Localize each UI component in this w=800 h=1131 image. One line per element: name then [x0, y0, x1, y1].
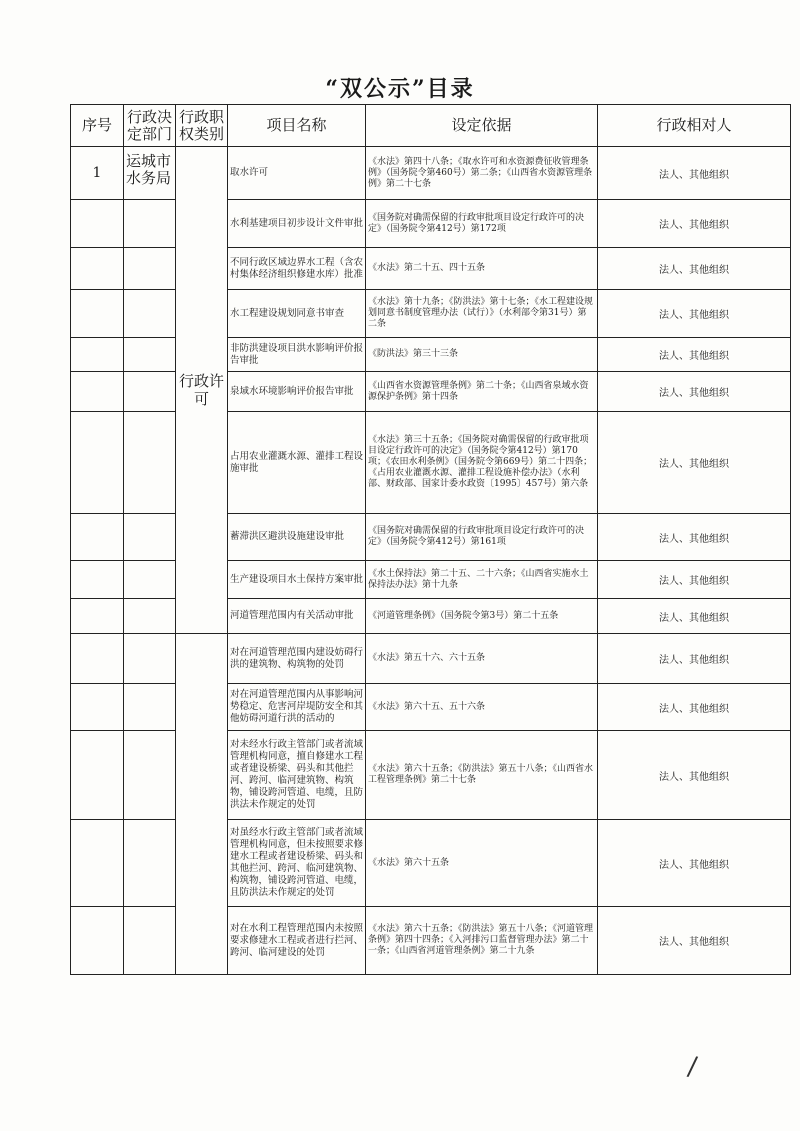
- basis-cell: 《国务院对确需保留的行政审批项目设定行政许可的决定》（国务院令第412号）第172项: [366, 200, 598, 248]
- item-name-cell: 对未经水行政主管部门或者流域管理机构同意，擅自修建水工程或者建设桥梁、码头和其他拦河、跨河、临河建筑物、构筑物，铺设跨河管道、电缆，且防洪法未作规定的处罚: [228, 731, 366, 820]
- party-cell: 法人、其他组织: [598, 147, 791, 200]
- dept-cell: [124, 514, 176, 561]
- dept-cell: [124, 599, 176, 634]
- basis-cell: 《防洪法》第三十三条: [366, 338, 598, 372]
- dept-cell: [124, 372, 176, 412]
- party-cell: 法人、其他组织: [598, 412, 791, 514]
- dept-cell: [124, 684, 176, 731]
- seq-cell: [71, 684, 124, 731]
- seq-cell: [71, 200, 124, 248]
- dept-cell: [124, 338, 176, 372]
- item-name-cell: 非防洪建设项目洪水影响评价报告审批: [228, 338, 366, 372]
- item-name-cell: 不同行政区域边界水工程（含农村集体经济组织修建水库）批准: [228, 248, 366, 290]
- seq-cell: [71, 248, 124, 290]
- basis-cell: 《山西省水资源管理条例》第二十条；《山西省泉域水资源保护条例》第十四条: [366, 372, 598, 412]
- page-mark: /: [685, 1051, 699, 1083]
- dept-cell: 运城市水务局: [124, 147, 176, 200]
- seq-cell: [71, 338, 124, 372]
- basis-cell: 《水法》第六十五条: [366, 820, 598, 907]
- party-cell: 法人、其他组织: [598, 248, 791, 290]
- basis-cell: 《水法》第十九条；《防洪法》第十七条；《水工程建设规划同意书制度管理办法（试行）》（水利部令第31号）第二条: [366, 290, 598, 338]
- dept-cell: [124, 731, 176, 820]
- table-row: [71, 147, 791, 200]
- basis-cell: 《水法》第四十八条；《取水许可和水资源费征收管理条例》（国务院令第460号）第二条；《山西省水资源管理条例》第二十七条: [366, 147, 598, 200]
- basis-cell: 《水法》第五十六、六十五条: [366, 634, 598, 684]
- party-cell: 法人、其他组织: [598, 820, 791, 907]
- header-seq: 序号: [71, 105, 124, 147]
- type-cell: [176, 634, 228, 975]
- party-cell: 法人、其他组织: [598, 731, 791, 820]
- basis-cell: 《水法》第六十五条；《防洪法》第五十八条；《河道管理条例》第四十四条；《入河排污口监督管理办法》第二十一条；《山西省河道管理条例》第二十九条: [366, 907, 598, 975]
- party-cell: 法人、其他组织: [598, 907, 791, 975]
- item-name-cell: 泉域水环境影响评价报告审批: [228, 372, 366, 412]
- directory-table: [70, 104, 791, 975]
- seq-cell: [71, 820, 124, 907]
- item-name-cell: 对在河道管理范围内建设妨碍行洪的建筑物、构筑物的处罚: [228, 634, 366, 684]
- party-cell: 法人、其他组织: [598, 561, 791, 599]
- header-basis: 设定依据: [366, 105, 598, 147]
- header-name: 项目名称: [228, 105, 366, 147]
- header-row: [71, 105, 791, 147]
- item-name-cell: 取水许可: [228, 147, 366, 200]
- party-cell: 法人、其他组织: [598, 634, 791, 684]
- item-name-cell: 水工程建设规划同意书审查: [228, 290, 366, 338]
- dept-cell: [124, 820, 176, 907]
- party-cell: 法人、其他组织: [598, 514, 791, 561]
- dept-cell: [124, 561, 176, 599]
- seq-cell: [71, 290, 124, 338]
- party-cell: 法人、其他组织: [598, 290, 791, 338]
- item-name-cell: 对虽经水行政主管部门或者流域管理机构同意，但未按照要求修建水工程或者建设桥梁、码头和其他拦河、跨河、临河建筑物、构筑物，铺设跨河管道、电缆，且防洪法未作规定的处罚: [228, 820, 366, 907]
- item-name-cell: 生产建设项目水土保持方案审批: [228, 561, 366, 599]
- page-title: “双公示”目录: [325, 76, 475, 102]
- basis-cell: 《国务院对确需保留的行政审批项目设定行政许可的决定》（国务院令第412号）第161项: [366, 514, 598, 561]
- basis-cell: 《水法》第二十五、四十五条: [366, 248, 598, 290]
- dept-cell: [124, 248, 176, 290]
- table-row: [71, 634, 791, 684]
- item-name-cell: 河道管理范围内有关活动审批: [228, 599, 366, 634]
- seq-cell: [71, 372, 124, 412]
- header-type: 行政职权类别: [176, 105, 228, 147]
- party-cell: 法人、其他组织: [598, 684, 791, 731]
- item-name-cell: 对在河道管理范围内从事影响河势稳定、危害河岸堤防安全和其他妨碍河道行洪的活动的: [228, 684, 366, 731]
- seq-cell: [71, 561, 124, 599]
- party-cell: 法人、其他组织: [598, 599, 791, 634]
- dept-cell: [124, 200, 176, 248]
- seq-cell: [71, 514, 124, 561]
- dept-cell: [124, 634, 176, 684]
- item-name-cell: 水利基建项目初步设计文件审批: [228, 200, 366, 248]
- basis-cell: 《水土保持法》第二十五、二十六条；《山西省实施水土保持法办法》第十九条: [366, 561, 598, 599]
- item-name-cell: 对在水利工程管理范围内未按照要求修建水工程或者进行拦河、跨河、临河建设的处罚: [228, 907, 366, 975]
- party-cell: 法人、其他组织: [598, 200, 791, 248]
- seq-cell: [71, 634, 124, 684]
- dept-cell: [124, 907, 176, 975]
- dept-cell: [124, 412, 176, 514]
- party-cell: 法人、其他组织: [598, 372, 791, 412]
- header-party: 行政相对人: [598, 105, 791, 147]
- basis-cell: 《水法》第六十五、五十六条: [366, 684, 598, 731]
- seq-cell: 1: [71, 147, 124, 200]
- type-cell: 行政许可: [176, 147, 228, 634]
- party-cell: 法人、其他组织: [598, 338, 791, 372]
- seq-cell: [71, 907, 124, 975]
- seq-cell: [71, 412, 124, 514]
- basis-cell: 《水法》第六十五条；《防洪法》第五十八条；《山西省水工程管理条例》第二十七条: [366, 731, 598, 820]
- seq-cell: [71, 731, 124, 820]
- basis-cell: 《水法》第三十五条；《国务院对确需保留的行政审批项目设定行政许可的决定》（国务院令第412号）第170项；《农田水利条例》（国务院令第669号）第二十四条；《占用农业灌溉水源、灌排工程设施补偿办法》（水利部、财政部、国家计委水政资〔1995〕457号）第六条: [366, 412, 598, 514]
- item-name-cell: 蓄滞洪区避洪设施建设审批: [228, 514, 366, 561]
- header-dept: 行政决定部门: [124, 105, 176, 147]
- dept-cell: [124, 290, 176, 338]
- item-name-cell: 占用农业灌溉水源、灌排工程设施审批: [228, 412, 366, 514]
- seq-cell: [71, 599, 124, 634]
- basis-cell: 《河道管理条例》（国务院令第3号）第二十五条: [366, 599, 598, 634]
